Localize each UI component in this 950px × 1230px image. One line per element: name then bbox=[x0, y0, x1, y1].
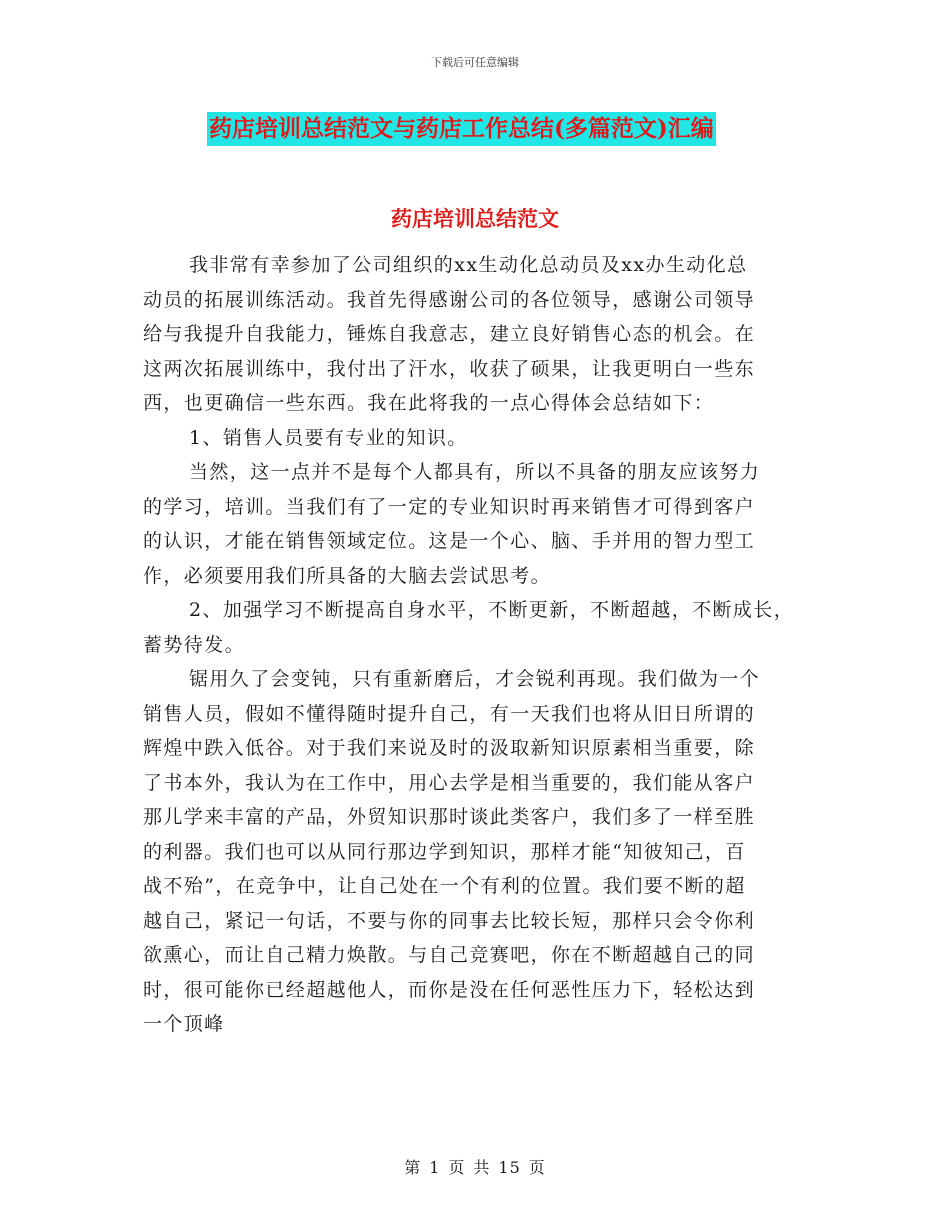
footer-prefix: 第 bbox=[404, 1158, 422, 1177]
list-heading-2: 2、加强学习不断提高自身水平，不断更新，不断超越，不断成长， bbox=[189, 599, 795, 621]
current-page-number: 1 bbox=[429, 1158, 441, 1177]
paragraph-line: 的学习，培训。当我们有了一定的专业知识时再来销售才可得到客户 bbox=[143, 495, 756, 518]
paragraph-line: 当然，这一点并不是每个人都具有，所以不具备的朋友应该努力 bbox=[189, 461, 761, 483]
paragraph-line: 锯用久了会变钝，只有重新磨后，才会锐利再现。我们做为一个 bbox=[189, 668, 761, 690]
paragraph-line: 了书本外，我认为在工作中，用心去学是相当重要的，我们能从客户 bbox=[143, 771, 756, 794]
paragraph-line: 欲熏心，而让自己精力焕散。与自己竞赛吧，你在不断超越自己的同 bbox=[143, 944, 756, 966]
paragraph-line: 那儿学来丰富的产品，外贸知识那时谈此类客户，我们多了一样至胜 bbox=[143, 806, 756, 828]
paragraph-line: 辉煌中跌入低谷。对于我们来说及时的汲取新知识原素相当重要，除 bbox=[143, 737, 756, 759]
document-title: 药店培训总结范文与药店工作总结(多篇范文)汇编 bbox=[207, 112, 716, 146]
paragraph-line: 这两次拓展训练中，我付出了汗水，收获了硕果，让我更明白一些东 bbox=[143, 357, 756, 380]
footer-page-word: 页 bbox=[448, 1158, 466, 1177]
paragraph-line: 蓄势待发。 bbox=[143, 633, 246, 656]
paragraph-line: 的利器。我们也可以从同行那边学到知识，那样才能“知彼知己，百 bbox=[143, 840, 746, 863]
paragraph-line: 销售人员，假如不懂得随时提升自己，有一天我们也将从旧日所谓的 bbox=[143, 702, 756, 725]
footer-total-label: 共 bbox=[473, 1158, 491, 1177]
paragraph-line: 动员的拓展训练活动。我首先得感谢公司的各位领导，感谢公司领导 bbox=[143, 288, 756, 311]
paragraph-line: 作，必须要用我们所具备的大脑去尝试思考。 bbox=[143, 564, 552, 587]
paragraph-line: 我非常有幸参加了公司组织的xx生动化总动员及xx办生动化总 bbox=[189, 254, 748, 276]
total-pages-number: 15 bbox=[498, 1158, 521, 1177]
footer-suffix: 页 bbox=[528, 1158, 546, 1177]
page-footer bbox=[0, 1155, 950, 1178]
paragraph-line: 的认识，才能在销售领域定位。这是一个心、脑、手并用的智力型工 bbox=[143, 530, 756, 552]
section-title: 药店培训总结范文 bbox=[391, 206, 559, 231]
header-note: 下载后可任意编辑 bbox=[431, 56, 519, 69]
paragraph-line: 战不殆”，在竞争中，让自己处在一个有利的位置。我们要不断的超 bbox=[143, 875, 746, 897]
paragraph-line: 一个顶峰 bbox=[143, 1013, 225, 1035]
body-text bbox=[143, 248, 823, 1042]
paragraph-line: 西，也更确信一些东西。我在此将我的一点心得体会总结如下： bbox=[143, 392, 715, 414]
paragraph-line: 给与我提升自我能力，锤炼自我意志，建立良好销售心态的机会。在 bbox=[143, 323, 756, 345]
list-heading-1: 1、销售人员要有专业的知识。 bbox=[189, 426, 468, 449]
paragraph-line: 越自己，紧记一句话，不要与你的同事去比较长短，那样只会令你利 bbox=[143, 909, 756, 932]
paragraph-line: 时，很可能你已经超越他人，而你是没在任何恶性压力下，轻松达到 bbox=[143, 978, 756, 1001]
